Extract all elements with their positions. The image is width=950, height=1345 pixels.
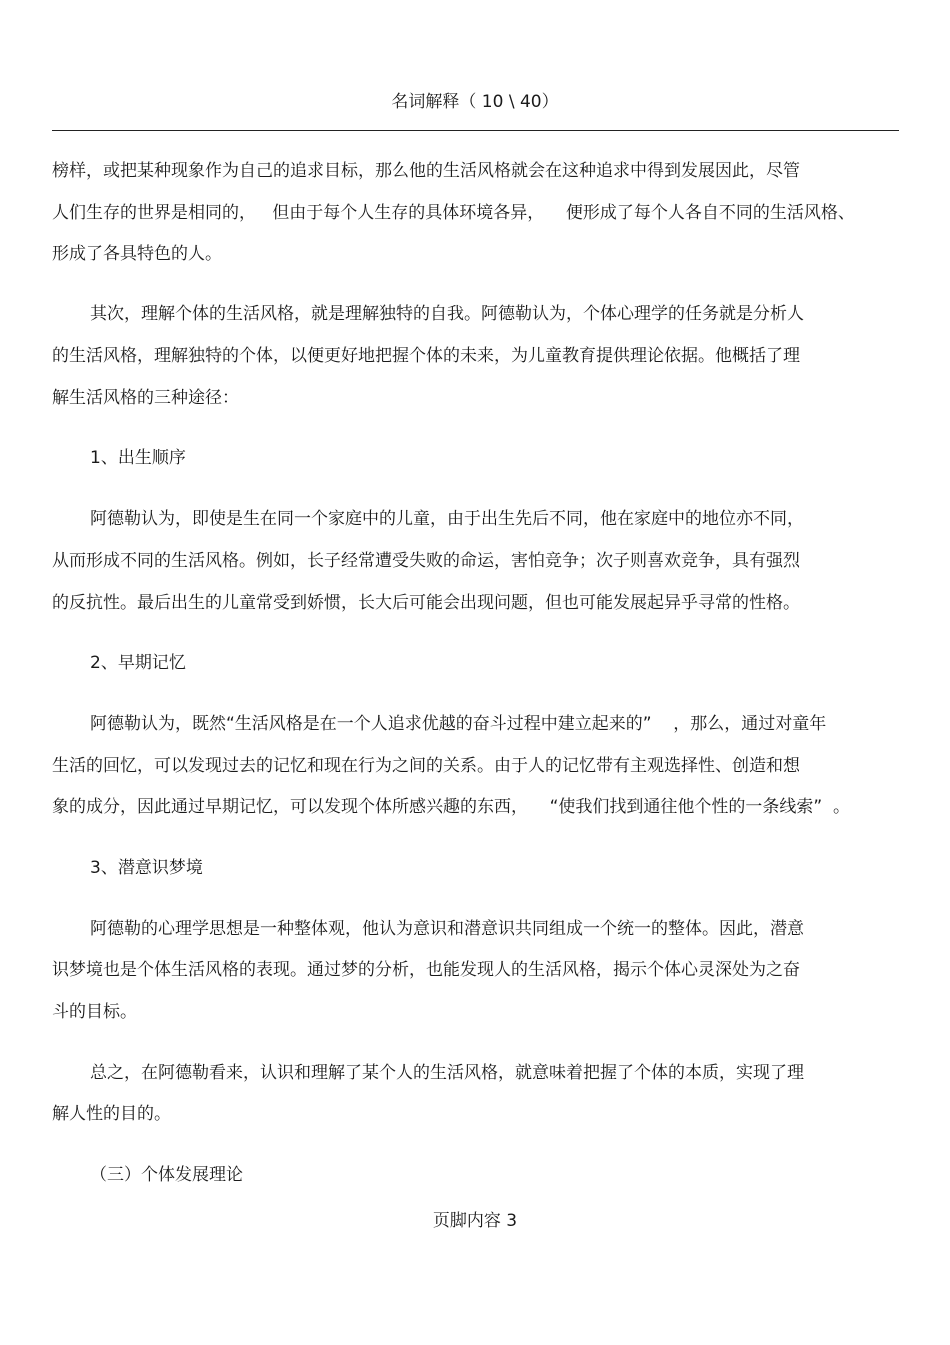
- text-line: 的反抗性。最后出生的儿童常受到娇惯，长大后可能会出现问题，但也可能发展起异乎寻常的性格。: [52, 593, 800, 613]
- text-line: 阿德勒认为，既然“生活风格是在一个人追求优越的奋斗过程中建立起来的” ，那么，通过对童年: [90, 714, 827, 734]
- text-line: 象的成分，因此通过早期记忆，可以发现个体所感兴趣的东西， “使我们找到通往他个性的一条线索” 。: [52, 797, 851, 817]
- text-line: 斗的目标。: [52, 1002, 137, 1022]
- text-line: 从而形成不同的生活风格。例如，长子经常遭受失败的命运，害怕竞争；次子则喜欢竞争，具有强烈: [52, 551, 800, 571]
- text-line: 生活的回忆，可以发现过去的记忆和现在行为之间的关系。由于人的记忆带有主观选择性、创造和想: [52, 756, 800, 776]
- text-line: 阿德勒的心理学思想是一种整体观，他认为意识和潜意识共同组成一个统一的整体。因此，潜意: [90, 919, 804, 939]
- section-heading-dreams: 3、潜意识梦境: [90, 858, 203, 878]
- section-heading-development-theory: （三）个体发展理论: [90, 1165, 243, 1185]
- text-line: 解人性的目的。: [52, 1104, 171, 1124]
- page-header-title: 名词解释（ 10 \ 40）: [391, 92, 559, 112]
- section-heading-early-memory: 2、早期记忆: [90, 653, 186, 673]
- text-line: 总之，在阿德勒看来，认识和理解了某个人的生活风格，就意味着把握了个体的本质，实现了理: [90, 1063, 804, 1083]
- text-line: 识梦境也是个体生活风格的表现。通过梦的分析，也能发现人的生活风格，揭示个体心灵深处为之奋: [52, 960, 800, 980]
- text-line: 解生活风格的三种途径：: [52, 388, 239, 408]
- text-line: 形成了各具特色的人。: [52, 244, 222, 264]
- text-line: 的生活风格，理解独特的个体，以便更好地把握个体的未来，为儿童教育提供理论依据。他概括了理: [52, 346, 800, 366]
- header-divider: [52, 130, 899, 131]
- section-heading-birth-order: 1、出生顺序: [90, 448, 186, 468]
- page-footer: 页脚内容 3: [432, 1211, 518, 1231]
- text-line: 榜样，或把某种现象作为自己的追求目标，那么他的生活风格就会在这种追求中得到发展因此，尽管: [52, 161, 800, 181]
- text-line: 阿德勒认为，即使是生在同一个家庭中的儿童，由于出生先后不同，他在家庭中的地位亦不同，: [90, 509, 804, 529]
- text-line: 人们生存的世界是相同的， 但由于每个人生存的具体环境各异， 便形成了每个人各自不同的生活风格、: [52, 203, 855, 223]
- text-line: 其次，理解个体的生活风格，就是理解独特的自我。阿德勒认为，个体心理学的任务就是分析人: [90, 304, 804, 324]
